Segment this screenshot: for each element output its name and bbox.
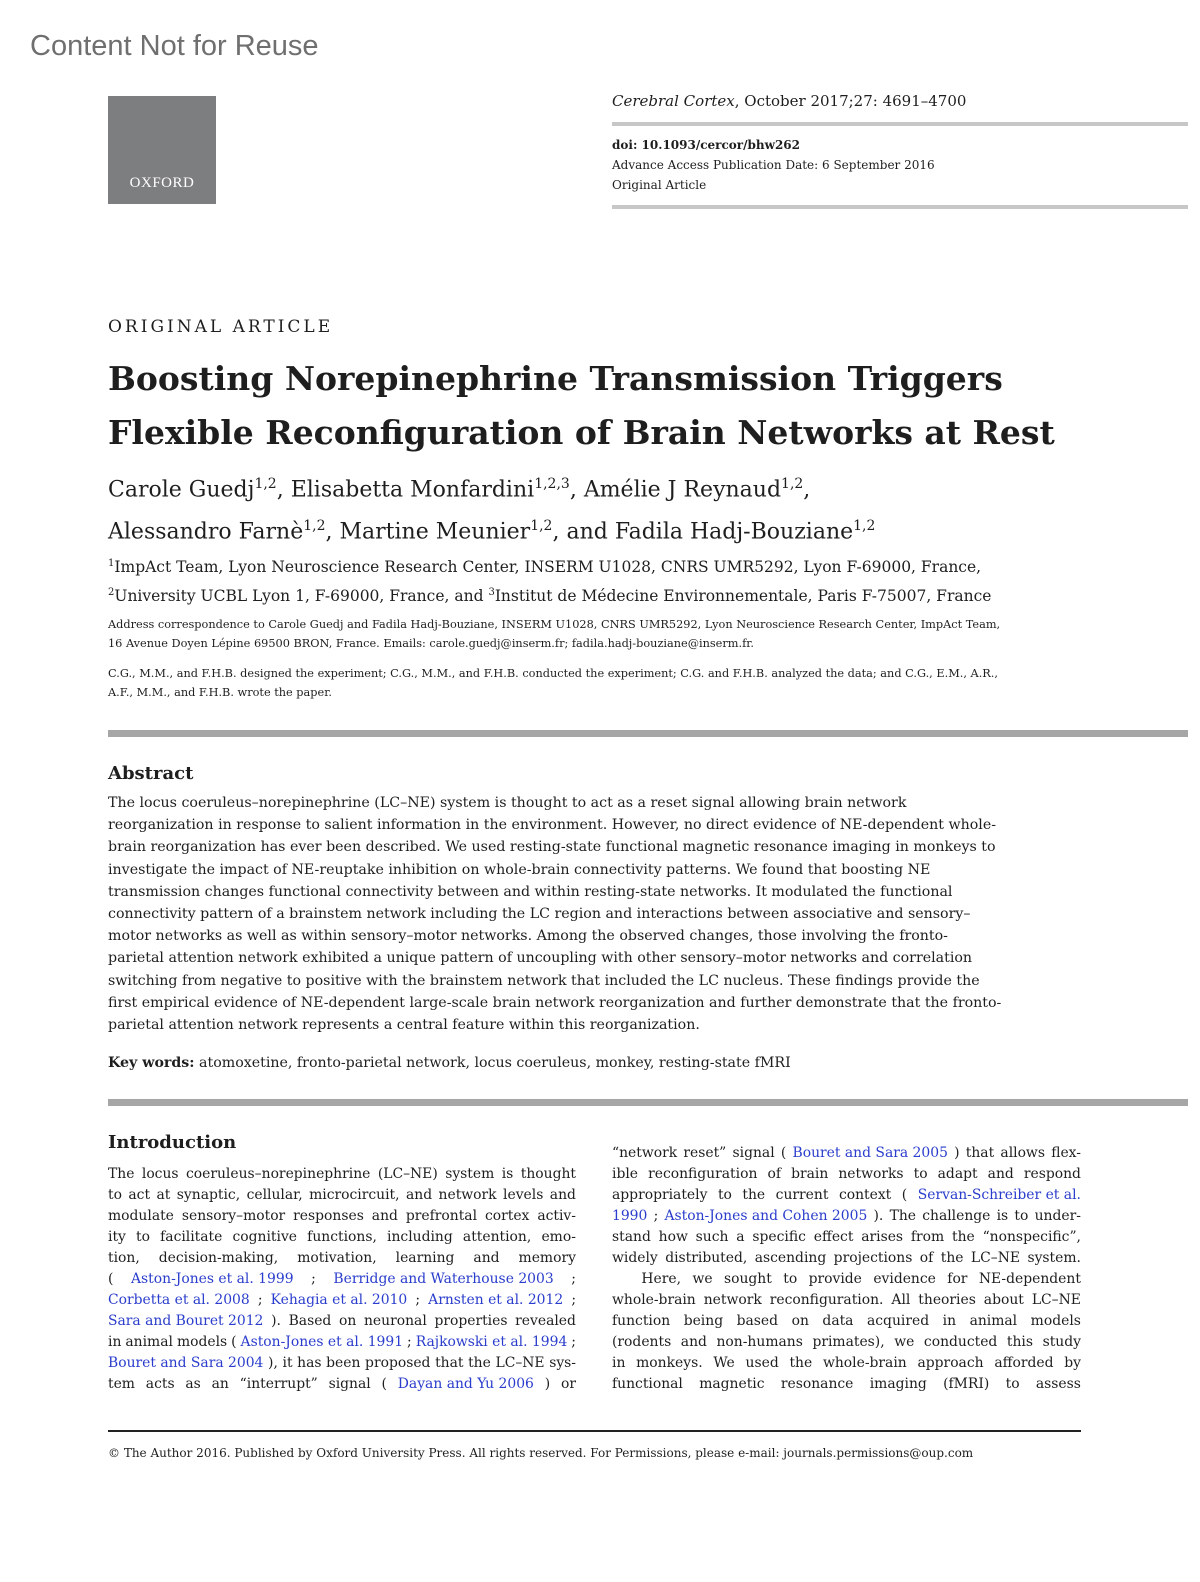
word: signal [732, 1145, 775, 1161]
author-name: Elisabetta Monfardini [290, 477, 535, 503]
publisher-logo-text: OXFORD [129, 175, 195, 191]
word: system [445, 1166, 495, 1182]
word: ; [415, 1292, 421, 1308]
paragraph-line [108, 1269, 576, 1290]
citation-link[interactable]: Bouret and Sara 2004 [108, 1355, 264, 1371]
word: (rodents [612, 1334, 672, 1350]
word: reset” [683, 1145, 727, 1161]
word: (fMRI) [943, 1376, 990, 1392]
word: the [940, 1250, 964, 1266]
paragraph-line [108, 1227, 576, 1248]
word: “nonspecific”, [982, 1229, 1081, 1245]
keywords-label: Key words: [108, 1055, 195, 1071]
word: ascending [754, 1250, 827, 1266]
paragraph-line [612, 1269, 1081, 1290]
word: flex- [1051, 1145, 1081, 1161]
author-affiliation: 1,2 [530, 518, 553, 535]
author-affiliation: 1,2 [853, 518, 876, 535]
author-line: Carole Guedj$^{1,2}$, Elisabetta Monfardini$^{1,2,3}$, Amélie J Reynaud$^{1,2}$, [108, 476, 811, 503]
word: coeruleus–norepinephrine [185, 1166, 371, 1182]
word: to [1005, 1376, 1020, 1392]
word: (LC–NE) [377, 1166, 438, 1182]
word: reconfiguration [648, 1166, 758, 1182]
paragraph-line [108, 1206, 576, 1227]
word: “network [612, 1145, 678, 1161]
word: being [683, 1313, 724, 1329]
word: system. [1027, 1250, 1081, 1266]
word: prefrontal [405, 1208, 478, 1224]
citation-details: , October 2017;27: 4691–4700 [734, 92, 967, 110]
word: sought [723, 1271, 772, 1287]
word: network [438, 1187, 497, 1203]
citation-link[interactable]: Berridge and Waterhouse 2003 [333, 1271, 554, 1287]
introduction-heading: Introduction [108, 1132, 237, 1153]
word: used [745, 1355, 779, 1371]
abstract-line: reorganization in response to salient information in the environment. However, no direct evidence of NE-dependent whole- [108, 817, 997, 834]
article-type: Original Article [612, 178, 707, 192]
word: ), [268, 1355, 278, 1371]
word: tem [108, 1376, 135, 1392]
word: for [947, 1271, 968, 1287]
citation-link[interactable]: Corbetta et al. 2008 [108, 1292, 250, 1308]
word: sys- [549, 1355, 576, 1371]
word: ; [257, 1292, 263, 1308]
word: specific [752, 1229, 806, 1245]
word: sensory–motor [181, 1208, 286, 1224]
word: reconfiguration. [769, 1292, 884, 1308]
affiliation-2: University UCBL Lyon 1, F-69000, France, and [114, 587, 489, 606]
citation-link[interactable]: Aston-Jones and Cohen 2005 [664, 1208, 868, 1224]
abstract-heading: Abstract [108, 763, 194, 784]
citation-link[interactable]: Sara and Bouret 2012 [108, 1313, 264, 1329]
word: ). [271, 1313, 281, 1329]
word: motivation, [297, 1250, 377, 1266]
citation-link[interactable]: Aston-Jones et al. 1991 [240, 1334, 404, 1350]
word: levels [503, 1187, 544, 1203]
author-affiliation: 1,2 [254, 476, 277, 492]
word: is [501, 1166, 514, 1182]
correspondence-address: Address correspondence to Carole Guedj and Fadila Hadj-Bouziane, INSERM U1028, CNRS UMR5292, Lyon Neuroscience Research Center, ImpAct Team, 16 Avenue Doyen Lépine 69500 BRON, France. Emails: carole.guedj@inserm.fr; fadila.hadj-bouziane@inserm.fr. [108, 618, 1001, 650]
word: imaging [869, 1376, 927, 1392]
word: in [108, 1334, 122, 1350]
paragraph-line [108, 1290, 576, 1311]
word: modulate [108, 1208, 174, 1224]
word: theories [918, 1292, 976, 1308]
word: arises [861, 1229, 904, 1245]
author-name: Alessandro Farnè [108, 519, 304, 545]
word: effect [813, 1229, 854, 1245]
word: whole-brain [822, 1355, 907, 1371]
word: of [767, 1166, 781, 1182]
word: a [736, 1229, 745, 1245]
word: monkeys. [636, 1355, 703, 1371]
word: ity [108, 1229, 126, 1245]
word: ; [311, 1271, 316, 1287]
abstract-line: The locus coeruleus–norepinephrine (LC–NE) system is thought to act as a reset signal allowing brain network [108, 795, 907, 811]
copyright-notice: © The Author 2016. Published by Oxford University Press. All rights reserved. For Permissions, please e-mail: journals.permissions@oup.com [108, 1446, 974, 1460]
word: We [713, 1355, 735, 1371]
word: activ- [537, 1208, 576, 1224]
word: and [680, 1334, 707, 1350]
paragraph-line [108, 1311, 576, 1332]
word: ( [780, 1145, 787, 1161]
word: on [339, 1313, 357, 1329]
word: ( [231, 1334, 237, 1350]
word: signal [328, 1376, 371, 1392]
title-line: Flexible Reconfiguration of Brain Networks at Rest [108, 413, 1055, 452]
paragraph-line [612, 1332, 1081, 1353]
word: acts [145, 1376, 175, 1392]
citation-link[interactable]: Bouret and Sara 2005 [792, 1145, 948, 1161]
word: to [108, 1187, 122, 1203]
word: we [692, 1271, 713, 1287]
word: All [891, 1292, 911, 1308]
word: and [473, 1250, 500, 1266]
word: the [742, 1187, 766, 1203]
word: stand [612, 1229, 651, 1245]
word: afforded [994, 1355, 1054, 1371]
word: ; [407, 1334, 412, 1350]
paragraph-line [612, 1227, 1081, 1248]
affiliation-3: Institut de Médecine Environnementale, Paris F-75007, France [494, 587, 992, 606]
author-name: Fadila Hadj-Bouziane [614, 519, 854, 545]
word: proposed [365, 1355, 431, 1371]
abstract-line: parietal attention network represents a central feature within this reorganization. [108, 1017, 700, 1033]
word: including [387, 1229, 453, 1245]
word: evidence [873, 1271, 936, 1287]
word: projections [833, 1250, 913, 1266]
word: to [783, 1271, 798, 1287]
word: Based [288, 1313, 332, 1329]
word: memory [518, 1250, 576, 1266]
abstract-line: investigate the impact of NE-reuptake inhibition on whole-brain connectivity patterns. We found that boosting NE [108, 861, 931, 878]
word: and [371, 1208, 398, 1224]
citation-link[interactable]: Arnsten et al. 2012 [428, 1292, 564, 1308]
watermark: Content Not for Reuse [30, 30, 319, 62]
word: this [1006, 1334, 1034, 1350]
word: approach [917, 1355, 984, 1371]
abstract-line: motor networks as well as within sensory–motor networks. Among the observed changes, those involving the fronto- [108, 928, 948, 945]
author-name: Amélie J Reynaud [583, 477, 782, 503]
word: cellular, [246, 1187, 303, 1203]
paragraph-line [108, 1374, 576, 1395]
word: brain [791, 1166, 829, 1182]
word: to [717, 1187, 732, 1203]
author-affiliation: 1,2 [303, 518, 326, 535]
word: acquired [867, 1313, 930, 1329]
word: ) [954, 1145, 960, 1161]
paragraph-line [108, 1332, 576, 1353]
word: to [1014, 1208, 1029, 1224]
abstract-line: parietal attention network exhibited a unique pattern of uncoupling with other sensory–motor networks and correlation [108, 950, 973, 967]
word: in [942, 1313, 957, 1329]
word: ; [571, 1334, 576, 1350]
affiliations: $^1$ImpAct Team, Lyon Neuroscience Research Center, INSERM U1028, CNRS UMR5292, Lyon F-69000, France, $^2$University UCBL Lyon 1, F-69000, France, and $^3$Institut de Médecine Environnementale, Paris F-75007, France [108, 558, 992, 606]
word: the [952, 1229, 975, 1245]
word: NE-dependent [978, 1271, 1081, 1287]
word: synaptic, [176, 1187, 241, 1203]
word: resonance [780, 1376, 854, 1392]
word: ; [571, 1271, 576, 1287]
word: learning [395, 1250, 455, 1266]
citation-link[interactable]: Dayan and Yu 2006 [397, 1376, 534, 1392]
citation-link[interactable]: 1990 [612, 1208, 648, 1224]
citation-link[interactable]: Kehagia et al. 2010 [270, 1292, 408, 1308]
word: based [736, 1313, 779, 1329]
word: at [156, 1187, 171, 1203]
paragraph-line [612, 1185, 1081, 1206]
author-contributions: C.G., M.M., and F.H.B. designed the experiment; C.G., M.M., and F.H.B. conducted the experiment; C.G. and F.H.B. analyzed the data; and C.G., E.M., A.R., A.F., M.M., and F.H.B. wrote the paper. [108, 667, 998, 699]
author-affiliation: 1,2 [781, 476, 804, 492]
word: how [658, 1229, 688, 1245]
word: magnetic [699, 1376, 765, 1392]
journal-name: Cerebral Cortex [612, 92, 735, 110]
paragraph-line [612, 1206, 1081, 1227]
word: emo- [541, 1229, 576, 1245]
word: about [983, 1292, 1024, 1308]
word: decision-making, [158, 1250, 279, 1266]
word: function [612, 1313, 671, 1329]
word: the [468, 1355, 491, 1371]
word: an [211, 1376, 229, 1392]
doi[interactable]: doi: 10.1093/cercor/bhw262 [612, 138, 800, 152]
abstract-line: transmission changes functional connectivity between and within resting-state networks. It modulated the functional [108, 883, 953, 900]
author-line: Alessandro Farnè$^{1,2}$, Martine Meunier$^{1,2}$, and Fadila Hadj-Bouziane$^{1,2}$ [108, 518, 876, 545]
word: conducted [923, 1334, 998, 1350]
paragraph-line [612, 1248, 1081, 1269]
word: The [108, 1166, 135, 1182]
word: been [326, 1355, 361, 1371]
word: LC–NE [970, 1250, 1021, 1266]
section-divider [108, 1099, 1188, 1106]
word: or [560, 1376, 576, 1392]
abstract-line: first empirical evidence of NE-dependent large-scale brain network reorganization and further demonstrate that the fronto- [108, 994, 1002, 1011]
title-line: Boosting Norepinephrine Transmission Triggers [108, 359, 1003, 398]
word: assess [1035, 1376, 1081, 1392]
author-name: Carole Guedj [108, 477, 255, 503]
word: ible [612, 1166, 638, 1182]
author-list [108, 466, 875, 551]
abstract-line: switching from negative to positive with the brainstem network that included the LC nucleus. These findings provide the [108, 972, 980, 989]
section-label: ORIGINAL ARTICLE [108, 317, 334, 337]
author-affiliation: 1,2,3 [534, 476, 570, 492]
word: data [822, 1313, 854, 1329]
word: context [838, 1187, 892, 1203]
word: ( [901, 1187, 908, 1203]
word: networks [838, 1166, 904, 1182]
word: attention, [462, 1229, 532, 1245]
word: animal [969, 1313, 1018, 1329]
word: revealed [515, 1313, 576, 1329]
word: under- [1034, 1208, 1081, 1224]
word: models [176, 1334, 228, 1350]
word: on [791, 1313, 809, 1329]
word: to [136, 1229, 150, 1245]
word: network [703, 1292, 762, 1308]
word: we [894, 1334, 915, 1350]
paragraph-line [612, 1143, 1081, 1164]
word: it [282, 1355, 293, 1371]
word: and [405, 1187, 433, 1203]
word: neuronal [363, 1313, 427, 1329]
word: challenge [922, 1208, 991, 1224]
keywords-list: atomoxetine, fronto-parietal network, locus coeruleus, monkey, resting-state fMRI [194, 1055, 791, 1071]
word: respond [1023, 1166, 1081, 1182]
affiliation-1: ImpAct Team, Lyon Neuroscience Research Center, INSERM U1028, CNRS UMR5292, Lyon F-69000, France, [114, 558, 982, 577]
indent [612, 1269, 630, 1290]
section-divider [108, 730, 1188, 737]
citation-link[interactable]: Servan-Schreiber et al. [917, 1187, 1081, 1203]
paragraph-line [612, 1164, 1081, 1185]
abstract-line: connectivity pattern of a brainstem network including the LC region and interactions between associative and sensory– [108, 906, 971, 922]
paragraph-line [612, 1374, 1081, 1395]
word: in [612, 1355, 626, 1371]
word: “interrupt” [239, 1376, 318, 1392]
citation-link[interactable]: Aston-Jones et al. 1999 [131, 1271, 294, 1287]
word: as [185, 1376, 201, 1392]
paragraph-line [108, 1185, 576, 1206]
word: and [987, 1166, 1014, 1182]
word: distributed, [665, 1250, 748, 1266]
word: thought [520, 1166, 576, 1182]
word: ( [108, 1271, 114, 1287]
article-title [108, 352, 1108, 460]
word: properties [434, 1313, 508, 1329]
word: ). [873, 1208, 884, 1224]
word: widely [612, 1250, 658, 1266]
word: Here, [641, 1271, 682, 1287]
word: act [128, 1187, 151, 1203]
word: LC–NE [495, 1355, 545, 1371]
word: provide [808, 1271, 862, 1287]
word: ) [544, 1376, 551, 1392]
advance-access-date: Advance Access Publication Date: 6 September 2016 [612, 158, 935, 172]
word: study [1042, 1334, 1081, 1350]
word: locus [141, 1166, 179, 1182]
word: whole-brain [612, 1292, 696, 1308]
word: functions, [307, 1229, 377, 1245]
paragraph-line [108, 1164, 576, 1185]
publisher-logo [108, 96, 216, 204]
word: by [1064, 1355, 1081, 1371]
word: allows [1000, 1145, 1045, 1161]
paragraph-line [108, 1353, 576, 1374]
header-divider-top [612, 122, 1188, 126]
word: current [775, 1187, 829, 1203]
word: models [1030, 1313, 1081, 1329]
paragraph-line [108, 1248, 576, 1269]
paragraph-line [612, 1311, 1081, 1332]
introduction-right-column [612, 1143, 1081, 1395]
word: ( [381, 1376, 387, 1392]
word: cognitive [232, 1229, 298, 1245]
word: primates), [812, 1334, 885, 1350]
word: ; [571, 1292, 576, 1308]
word: appropriately [612, 1187, 708, 1203]
word: of [919, 1250, 934, 1266]
word: responses [293, 1208, 364, 1224]
word: functional [612, 1376, 683, 1392]
introduction-left-column [108, 1164, 576, 1395]
word: cortex [484, 1208, 530, 1224]
word: and [549, 1187, 576, 1203]
word: non-humans [716, 1334, 803, 1350]
word: microcircuit, [309, 1187, 400, 1203]
word: facilitate [160, 1229, 223, 1245]
abstract-line: brain reorganization has ever been described. We used resting-state functional magnetic resonance imaging in monkeys to [108, 839, 996, 856]
word: is [996, 1208, 1009, 1224]
word: that [435, 1355, 464, 1371]
word: ; [653, 1208, 659, 1224]
word: the [789, 1355, 813, 1371]
journal-citation [612, 92, 966, 110]
paragraph-line [612, 1290, 1081, 1311]
word: LC–NE [1031, 1292, 1081, 1308]
word: The [889, 1208, 916, 1224]
paragraph-line [612, 1353, 1081, 1374]
author-name: Martine Meunier [339, 519, 531, 545]
word: has [297, 1355, 322, 1371]
keywords [108, 1055, 791, 1071]
word: adapt [937, 1166, 978, 1182]
word: that [965, 1145, 995, 1161]
word: tion, [108, 1250, 140, 1266]
word: animal [125, 1334, 173, 1350]
header-divider-bottom [612, 205, 1188, 209]
word: from [910, 1229, 945, 1245]
citation-link[interactable]: Rajkowski et al. 1994 [415, 1334, 568, 1350]
footer-divider [108, 1430, 1081, 1432]
word: to [913, 1166, 928, 1182]
word: such [695, 1229, 729, 1245]
